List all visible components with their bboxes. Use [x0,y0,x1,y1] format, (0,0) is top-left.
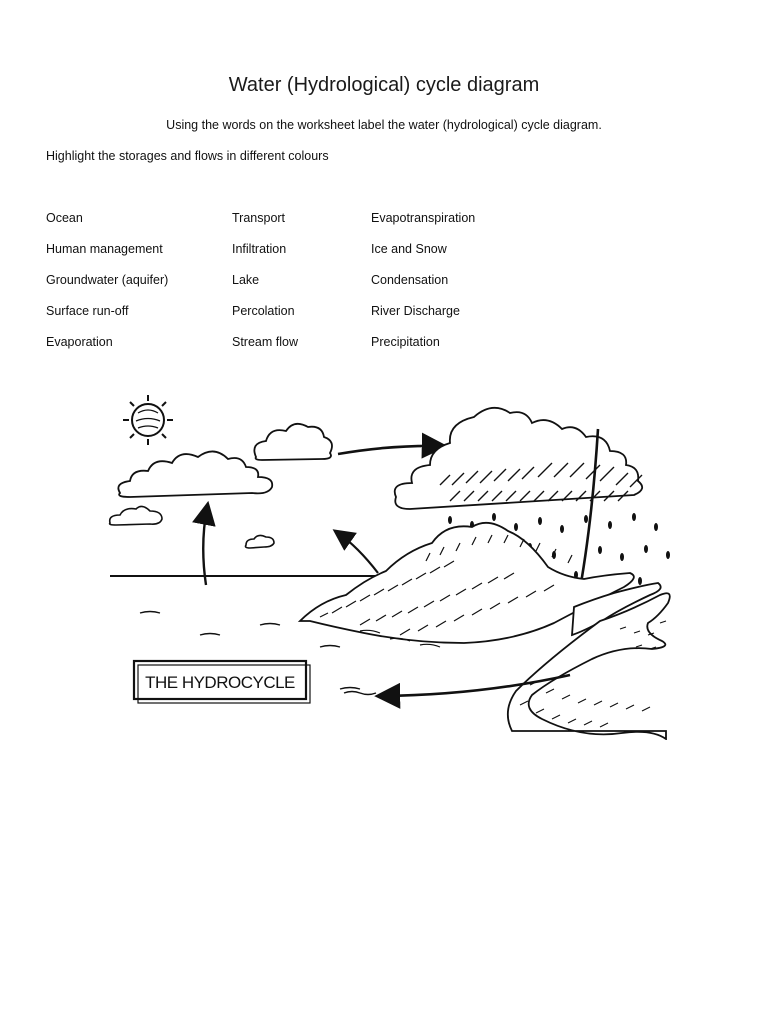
page-subtitle: Using the words on the worksheet label the water (hydrological) cycle diagram. [166,118,602,132]
word-evapotranspiration: Evapotranspiration [371,211,476,225]
word-condensation: Condensation [371,273,449,287]
rain-cloud-icon [395,408,642,509]
word-stream-flow: Stream flow [232,335,298,349]
word-bank [46,211,546,351]
word-transport: Transport [232,211,286,225]
word-human-management: Human management [46,242,163,256]
cloud-icon [110,506,274,548]
arrow-icon [338,533,378,573]
cloud-icon [118,451,272,497]
hydrocycle-label-box [134,661,310,703]
instruction-text: Highlight the storages and flows in different colours [46,149,329,163]
word-precipitation: Precipitation [371,335,440,349]
hydrocycle-label: THE HYDROCYCLE [145,673,295,692]
word-groundwater: Groundwater (aquifer) [46,273,169,287]
arrow-icon [203,508,207,585]
word-ice-and-snow: Ice and Snow [371,242,447,256]
word-evaporation: Evaporation [46,335,113,349]
word-ocean: Ocean [46,211,83,225]
hydrocycle-diagram [100,385,680,740]
sea-icon [344,692,376,695]
arrow-icon [338,446,440,454]
cloud-icon [254,424,332,460]
word-infiltration: Infiltration [232,242,287,256]
word-percolation: Percolation [232,304,295,318]
page-title: Water (Hydrological) cycle diagram [228,74,540,96]
sun-icon [123,395,173,445]
word-surface-run-off: Surface run-off [46,304,129,318]
word-lake: Lake [232,273,260,287]
word-river-discharge: River Discharge [371,304,460,318]
